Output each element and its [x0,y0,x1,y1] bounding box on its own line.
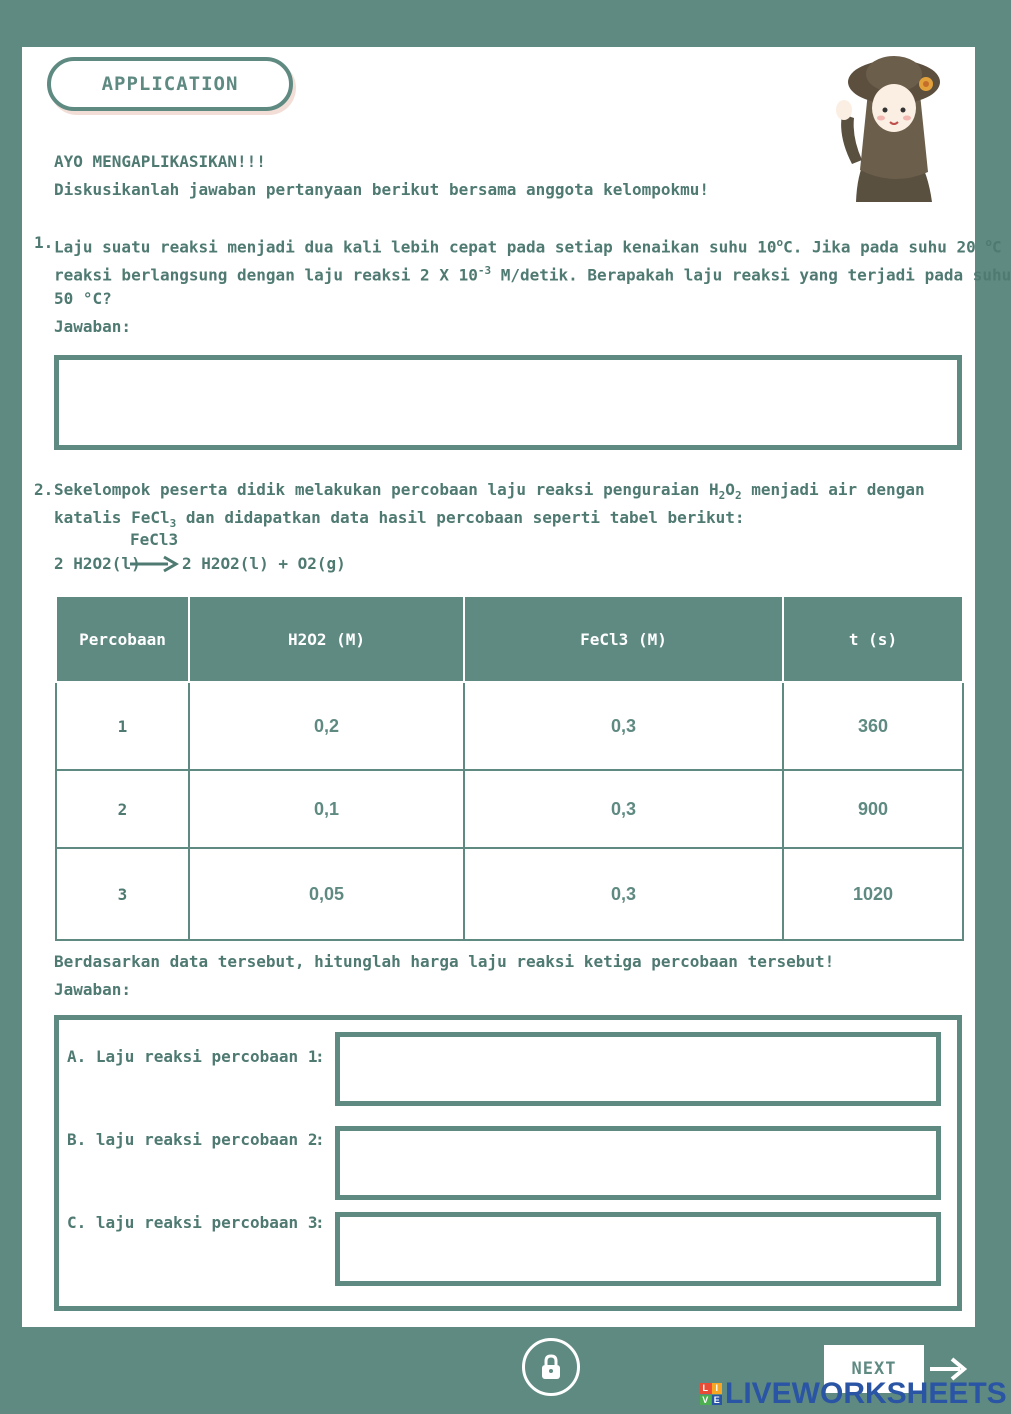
table-cell: 0,3 [464,770,783,848]
q2-text-a: Sekelompok peserta didik melakukan percobaan laju reaksi penguraian H [54,480,719,499]
q1-text-c: C [992,237,1002,257]
table-header-row [56,596,963,682]
reaction-arrow-icon [130,555,178,573]
q1-text-e: M/detik. Berapakah laju reaksi yang terjadi pada suhu [491,265,1011,285]
table-cell: 0,1 [189,770,464,848]
q1-exponent: -3 [477,264,492,277]
answer-c-input[interactable] [335,1212,941,1286]
q2-text-d: dan didapatkan data hasil percobaan seperti tabel berikut: [176,508,745,527]
answer-b-label: B. laju reaksi percobaan 2 [67,1130,318,1149]
q1-answer-label: Jawaban: [54,317,132,336]
q2-text-b: menjadi air dengan [741,480,925,499]
liveworksheets-brand-text: LIVEWORKSHEETS [725,1377,1007,1410]
q1-text-d: reaksi berlangsung dengan laju reaksi 2 X 10 [54,265,478,285]
q2-sub-1: 2 [718,489,726,503]
q2-text-c: katalis FeCl [54,508,170,527]
q1-text-b: C. Jika pada suhu 20 [783,237,986,257]
q1-answer-input[interactable] [54,355,962,450]
reaction-left: 2 H2O2(l) [54,554,141,573]
intro-heading: AYO MENGAPLIKASIKAN!!! [54,152,266,171]
table-row [56,682,963,770]
q2-question: Berdasarkan data tersebut, hitunglah harga laju reaksi ketiga percobaan tersebut! [54,952,835,971]
q2-sub-3: 3 [169,517,177,531]
girl-illustration [828,52,958,208]
q1-text-a: Laju suatu reaksi menjadi dua kali lebih cepat pada setiap kenaikan suhu 10 [54,237,777,257]
q2-text-o: O [725,480,735,499]
q1-degree-2: o [985,236,993,249]
answer-c-colon: : [315,1213,325,1232]
col-header-h2o2: H2O2 (M) [189,596,464,682]
liveworksheets-logo-icon: L I V E [700,1383,722,1405]
lock-button[interactable] [522,1338,580,1396]
q2-sub-2: 2 [734,489,742,503]
col-header-time: t (s) [783,596,963,682]
table-cell: 3 [56,848,189,940]
table-cell: 1 [56,682,189,770]
table-cell: 0,2 [189,682,464,770]
answer-a-colon: : [315,1047,325,1066]
q1-line3: 50 °C? [54,289,112,308]
table-cell: 0,3 [464,682,783,770]
reaction-right: 2 H2O2(l) + O2(g) [182,554,346,573]
col-header-fecl3: FeCl3 (M) [464,596,783,682]
lock-icon [536,1352,566,1382]
table-row [56,848,963,940]
next-label: NEXT [851,1359,897,1379]
section-title: APPLICATION [101,73,239,95]
table-cell: 0,05 [189,848,464,940]
section-title-badge [47,57,293,111]
intro-instruction: Diskusikanlah jawaban pertanyaan berikut bersama anggota kelompokmu! [54,180,710,199]
q1-degree: o [776,236,784,249]
table-cell: 900 [783,770,963,848]
table-cell: 1020 [783,848,963,940]
table-cell: 360 [783,682,963,770]
q2-answer-label: Jawaban: [54,980,132,999]
q2-number: 2. [34,480,54,499]
answer-a-input[interactable] [335,1032,941,1106]
q1-number: 1. [34,233,54,252]
col-header-percobaan: Percobaan [56,596,189,682]
table-cell: 0,3 [464,848,783,940]
answer-b-colon: : [315,1130,325,1149]
q1-line2 [54,257,1011,289]
table-cell: 2 [56,770,189,848]
answer-b-input[interactable] [335,1126,941,1200]
experiment-table [55,595,964,941]
answer-c-label: C. laju reaksi percobaan 3 [67,1213,318,1232]
answer-a-label: A. Laju reaksi percobaan 1 [67,1047,318,1066]
table-row [56,770,963,848]
liveworksheets-logo[interactable] [700,1376,1007,1412]
reaction-catalyst: FeCl3 [130,530,179,549]
